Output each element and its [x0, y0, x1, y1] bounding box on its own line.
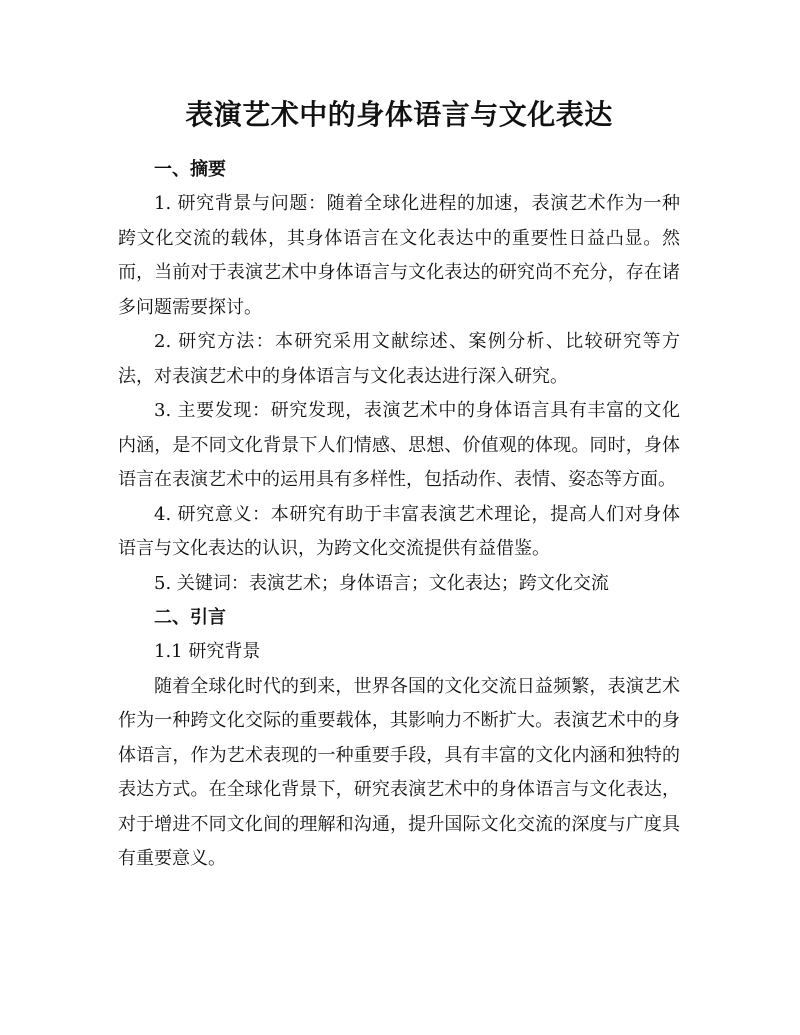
abstract-paragraph-method: 2. 研究方法：本研究采用文献综述、案例分析、比较研究等方法，对表演艺术中的身体语言与文化表达进行深入研究。	[118, 331, 680, 387]
abstract-paragraph-significance: 4. 研究意义：本研究有助于丰富表演艺术理论，提高人们对身体语言与文化表达的认识，为跨文化交流提供有益借鉴。	[118, 503, 680, 559]
introduction-paragraph: 随着全球化时代的到来，世界各国的文化交流日益频繁，表演艺术作为一种跨文化交际的重要载体，其影响力不断扩大。表演艺术中的身体语言，作为艺术表现的一种重要手段，具有丰富的文化内涵和独特的表达方式。在全球化背景下，研究表演艺术中的身体语言与文化表达，对于增进不同文化间的理解和沟通，提升国际文化交流的深度与广度具有重要意义。	[118, 675, 680, 869]
subsection-heading-background: 1.1 研究背景	[154, 641, 261, 662]
abstract-paragraph-findings: 3. 主要发现：研究发现，表演艺术中的身体语言具有丰富的文化内涵，是不同文化背景下人们情感、思想、价值观的体现。同时，身体语言在表演艺术中的运用具有多样性，包括动作、表情、姿态等方面。	[118, 400, 680, 490]
abstract-paragraph-keywords: 5. 关键词：表演艺术；身体语言；文化表达；跨文化交流	[154, 572, 609, 594]
section-heading-abstract: 一、摘要	[154, 159, 226, 180]
section-heading-introduction: 二、引言	[154, 607, 226, 628]
abstract-paragraph-background: 1. 研究背景与问题：随着全球化进程的加速，表演艺术作为一种跨文化交流的载体，其身体语言在文化表达中的重要性日益凸显。然而，当前对于表演艺术中身体语言与文化表达的研究尚不充分，存在诸多问题需要探讨。	[118, 193, 680, 318]
document-title: 表演艺术中的身体语言与文化表达	[185, 98, 613, 131]
